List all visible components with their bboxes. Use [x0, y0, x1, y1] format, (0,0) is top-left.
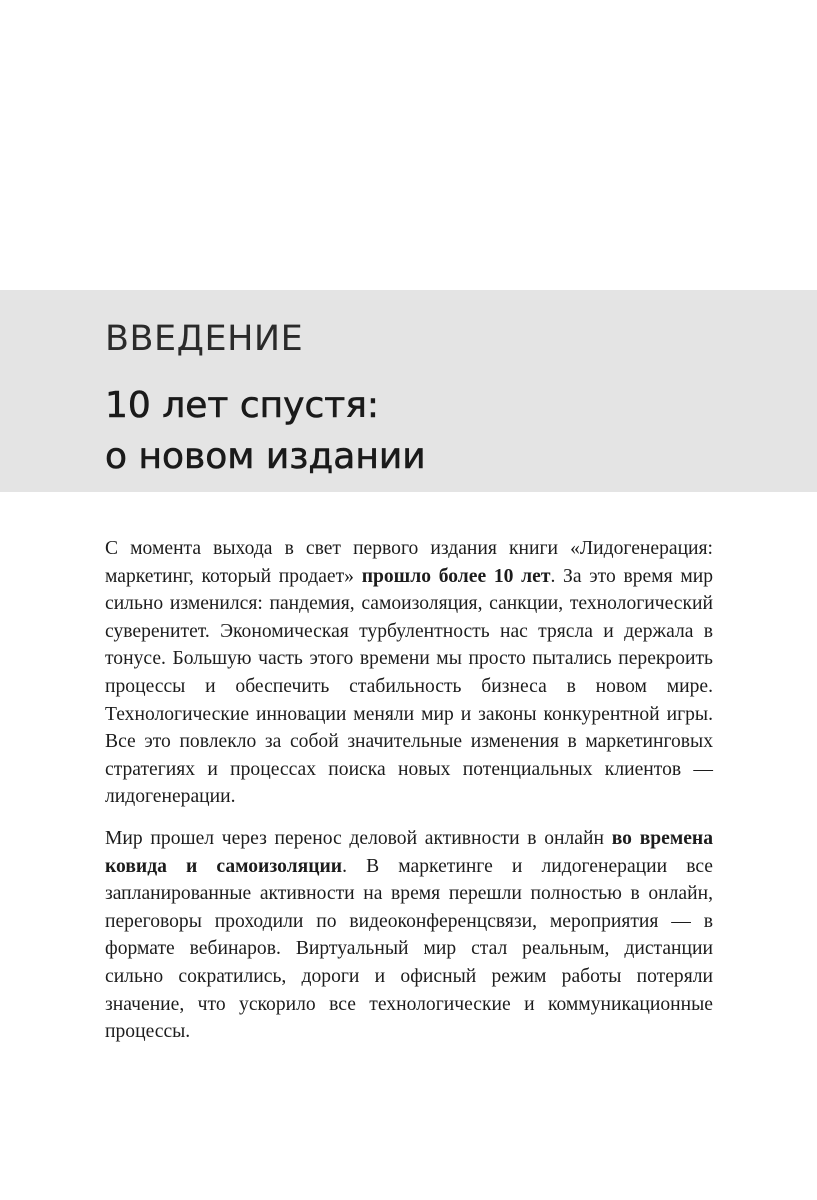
section-label: ВВЕДЕНИЕ: [105, 319, 304, 359]
paragraph-2: [105, 825, 713, 1046]
chapter-title-line-1: 10 лет спустя:: [105, 385, 380, 426]
paragraph-2-run-3: . В маркетинге и лидогенерации все запланированные активности на время перешли полностью в онлайн, переговоры проходили по видеоконференцсвязи, мероприятия — в формате вебинаров. Виртуальный мир стал реальным, дистанции сильно сократились, дороги и офисный режим работы потеряли значение, что ускорило все технологические и коммуникационные процессы.: [105, 855, 713, 1043]
paragraph-1-run-1: С момента выхода в свет первого издания книги «Лидогенерация: маркетинг, который продает»: [105, 538, 713, 587]
chapter-title: [105, 380, 426, 482]
body-text: [105, 535, 713, 1060]
paragraph-2-run-1: Мир прошел через перенос деловой активности в онлайн: [105, 827, 612, 849]
paragraph-1-run-3: . За это время мир сильно изменился: пандемия, самоизоляция, санкции, технологический суверенитет. Экономическая турбулентность нас трясла и держала в тонусе. Большую часть этого времени мы просто пытались перекроить процессы и обеспечить стабильность бизнеса в новом мире. Технологические инновации меняли мир и законы конкурентной игры. Все это повлекло за собой значительные изменения в маркетинговых стратегиях и процессах поиска новых потенциальных клиентов — лидогенерации.: [105, 565, 714, 808]
paragraph-1: [105, 535, 713, 811]
paragraph-2-emphasis: во времена ковида и самоизоляции: [105, 827, 713, 877]
paragraph-1-emphasis: прошло более 10 лет: [361, 565, 551, 587]
chapter-title-line-2: о новом издании: [105, 436, 426, 477]
